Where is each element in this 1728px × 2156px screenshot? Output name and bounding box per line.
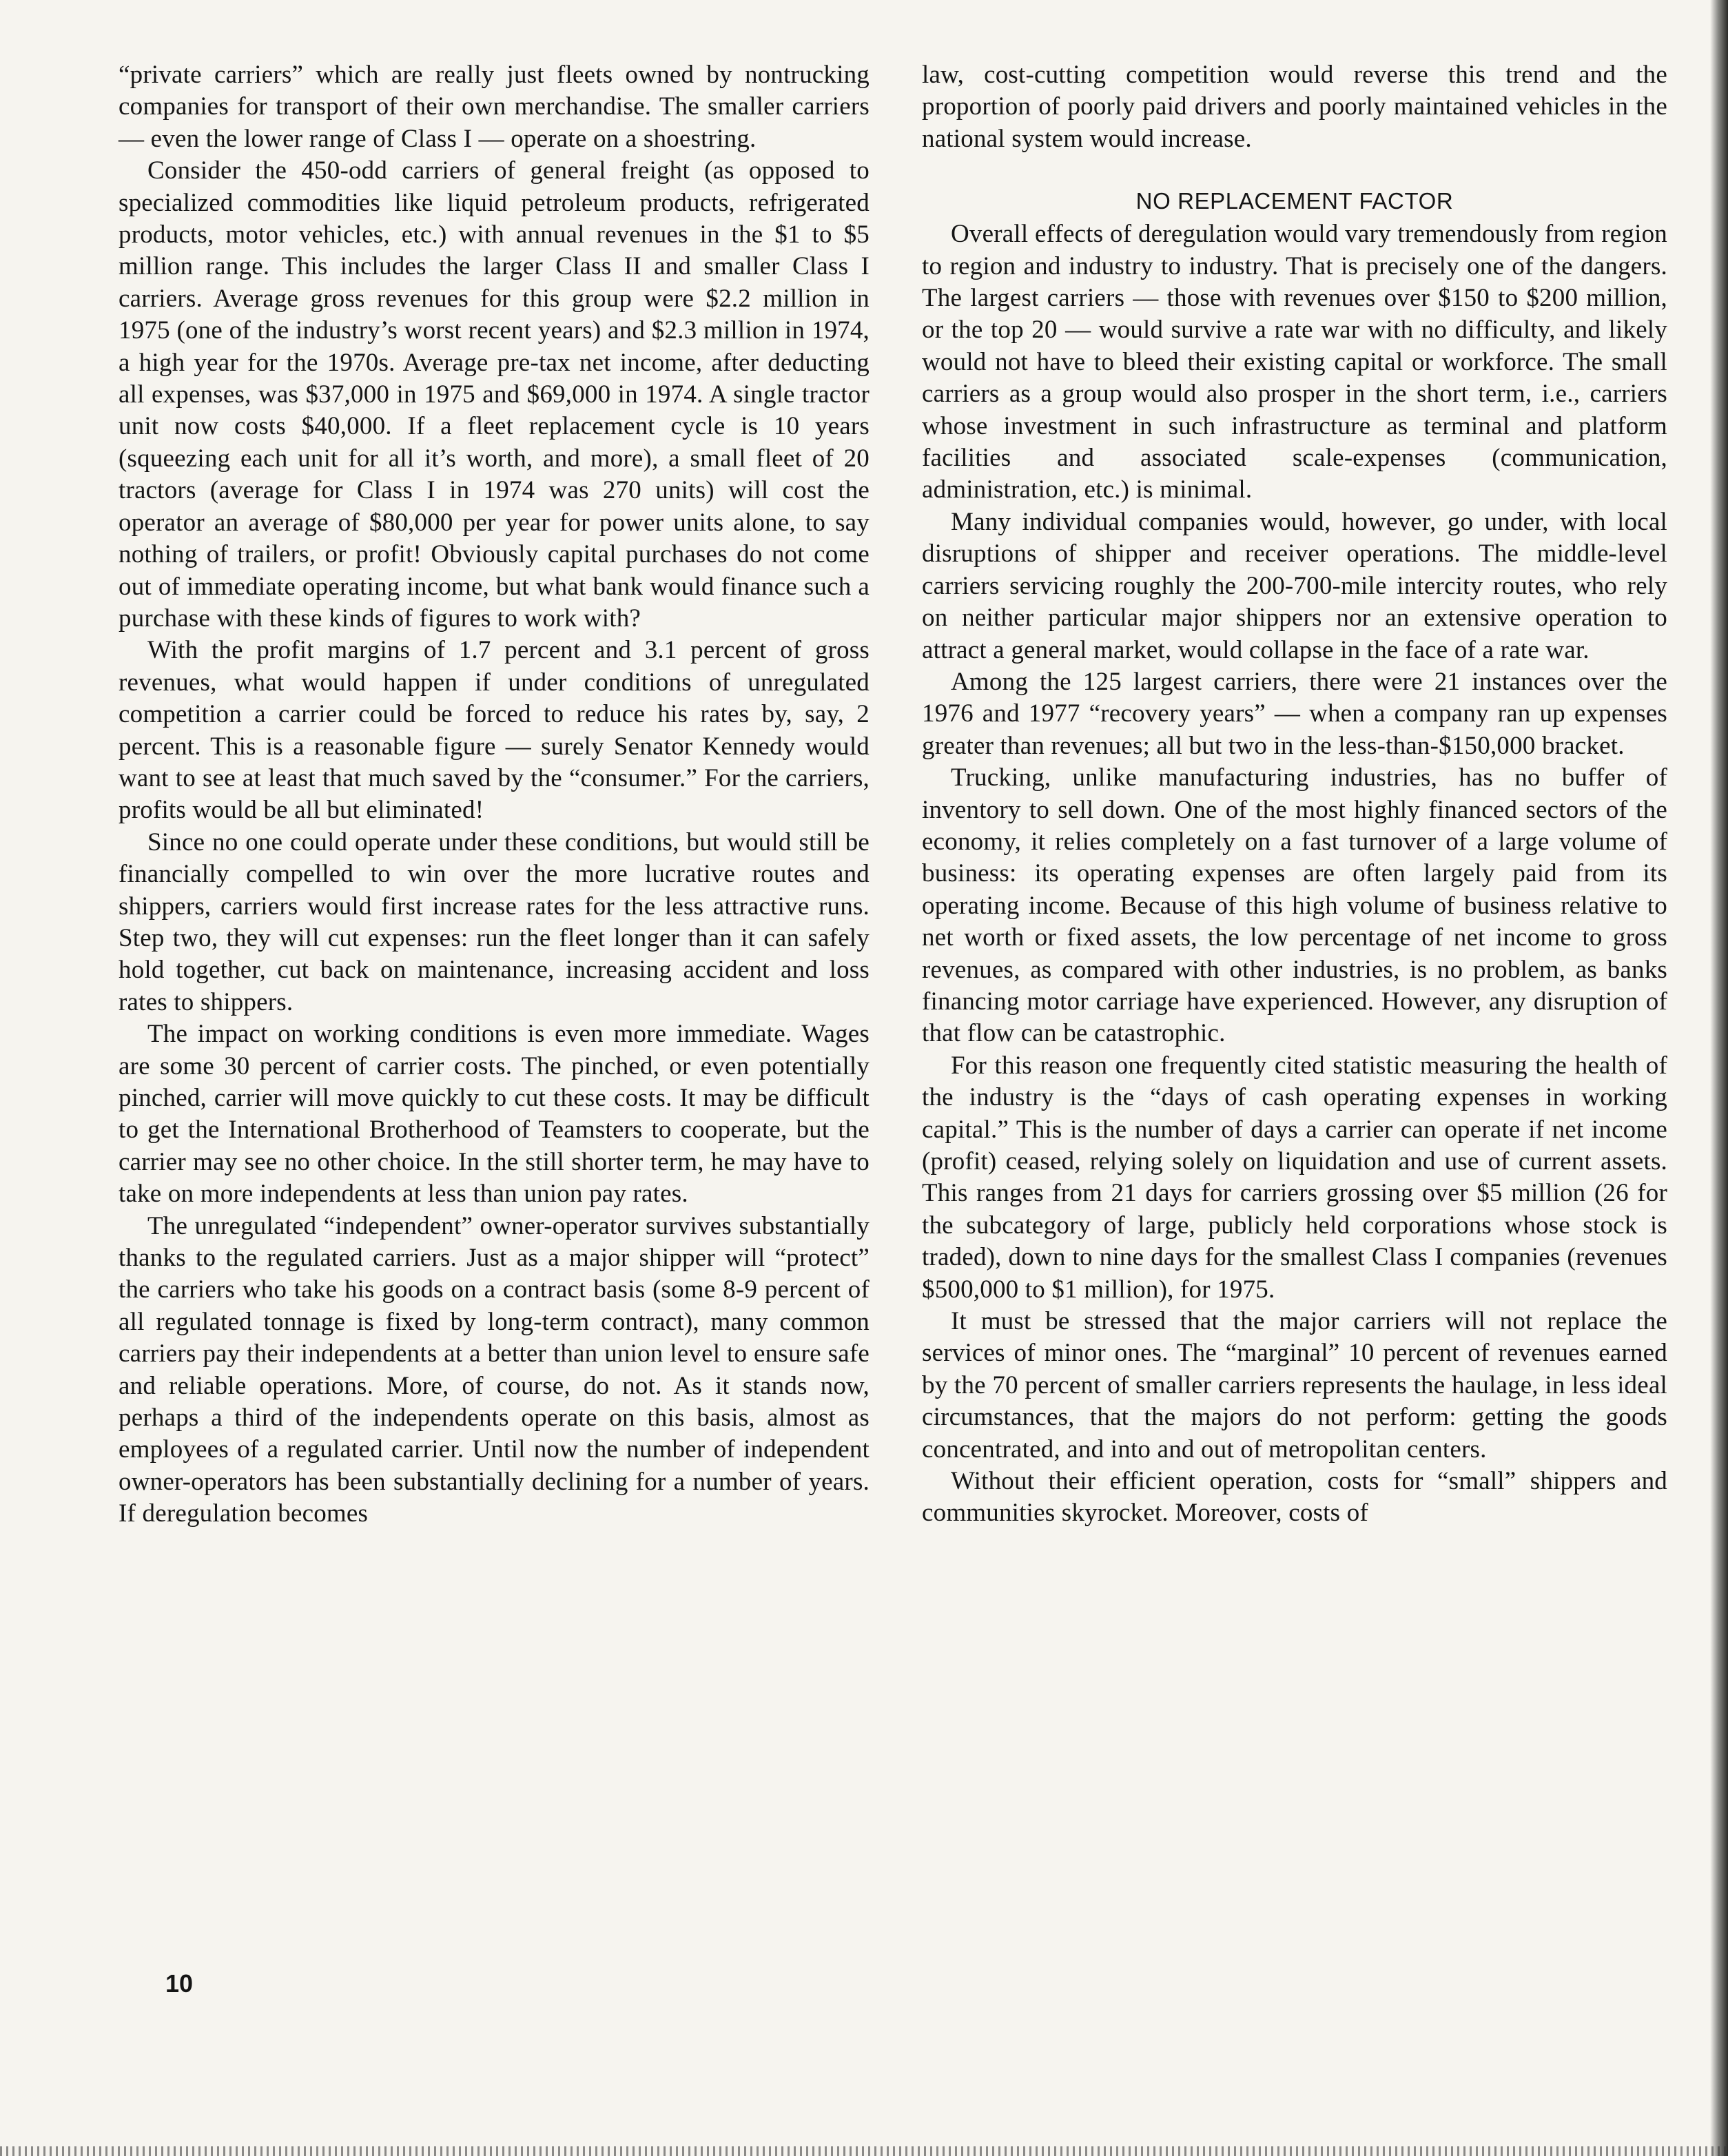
continued-paragraph: law, cost-cutting competition would reverse this trend and the proportion of poorly paid drivers and poorly maintained vehicles in the national system would increase.: [922, 61, 1667, 153]
paragraph: Trucking, unlike manufacturing industries, has no buffer of inventory to sell down. One of the most highly financed sectors of the economy, it relies completely on a fast turnover of a large volume of business: its operating expenses are often largely paid from its operating income. Because of this high volume of business relative to net worth or fixed assets, the low percentage of net income to gross revenues, as compared with other industries, is no problem, as banks financing motor carriage have experienced. However, any disruption of that flow can be catastrophic.: [922, 763, 1667, 1048]
paragraph: Among the 125 largest carriers, there were 21 instances over the 1976 and 1977 “recovery years” — when a company ran up expenses greater than revenues; all but two in the less-than-$150,000 bracket.: [922, 667, 1667, 760]
scan-edge-artifact: [0, 2146, 1728, 2156]
page-number: 10: [165, 1969, 194, 1998]
paragraph: Consider the 450-odd carriers of general freight (as opposed to specialized commodities like liquid petroleum products, refrigerated products, motor vehicles, etc.) with annual revenues in the $1 to $5 million range. This includes the larger Class II and smaller Class I carriers. Average gross revenues for this group were $2.2 million in 1975 (one of the industry’s worst recent years) and $2.3 million in 1974, a high year for the 1970s. Average pre-tax net income, after deducting all expenses, was $37,000 in 1975 and $69,000 in 1974. A single tractor unit now costs $40,000. If a fleet replacement cycle is 10 years (squeezing each unit for all it’s worth, and more), a small fleet of 20 tractors (average for Class I in 1974 was 270 units) will cost the operator an average of $80,000 per year for power units alone, to say nothing of trailers, or profit! Obviously capital purchases do not come out of immediate operating income, but what bank would finance such a purchase with these kinds of figures to work with?: [119, 156, 870, 633]
paragraph: With the profit margins of 1.7 percent and 3.1 percent of gross revenues, what would happen if under conditions of unregulated competition a carrier could be forced to reduce his rates by, say, 2 percent. This is a reasonable figure — surely Senator Kennedy would want to see at least that much saved by the “consumer.” For the carriers, profits would be all but eliminated!: [119, 636, 870, 825]
paragraph: It must be stressed that the major carriers will not replace the services of minor ones. The “marginal” 10 percent of revenues earned by the 70 percent of smaller carriers represents the haulage, in less ideal circumstances, that the majors do not perform: getting the goods concentrated, and into and out of metropolitan centers.: [922, 1307, 1667, 1464]
paragraph: The impact on working conditions is even more immediate. Wages are some 30 percent of carrier costs. The pinched, or even potentially pinched, carrier will move quickly to cut these costs. It may be difficult to get the International Brotherhood of Teamsters to cooperate, but the carrier may see no other choice. In the still shorter term, he may have to take on more independents at less than union pay rates.: [119, 1020, 870, 1209]
paragraph: Without their efficient operation, costs for “small” shippers and communities skyrocket. Moreover, costs of: [922, 1467, 1667, 1528]
paragraph: Overall effects of deregulation would vary tremendously from region to region and industry to industry. That is precisely one of the dangers. The largest carriers — those with revenues over $150 to $200 million, or the top 20 — would survive a rate war with no difficulty, and likely would not have to bleed their existing capital or workforce. The small carriers as a group would also prosper in the short term, i.e., carriers whose investment in such infrastructure as terminal and platform facilities and associated scale-expenses (communication, administration, etc.) is minimal.: [922, 220, 1667, 504]
left-column: [119, 59, 870, 1530]
paragraph: Many individual companies would, however, go under, with local disruptions of shipper and receiver operations. The middle-level carriers servicing roughly the 200-700-mile intercity routes, who rely on neither particular major shippers nor an extensive operation to attract a general market, would collapse in the face of a rate war.: [922, 507, 1667, 664]
section-heading: NO REPLACEMENT FACTOR: [1135, 188, 1454, 214]
paragraph: Since no one could operate under these conditions, but would still be financially compelled to win over the more lucrative routes and shippers, carriers would first increase rates for the less attractive runs. Step two, they will cut expenses: run the fleet longer than it can safely hold together, cut back on maintenance, increasing accident and loss rates to shippers.: [119, 828, 870, 1016]
paragraph: For this reason one frequently cited statistic measuring the health of the industry is the “days of cash operating expenses in working capital.” This is the number of days a carrier can operate if net income (profit) ceased, relying solely on liquidation and use of current assets. This ranges from 21 days for carriers grossing over $5 million (26 for the subcategory of large, publicly held corporations whose stock is traded), down to nine days for the smallest Class I companies (revenues $500,000 to $1 million), for 1975.: [922, 1051, 1667, 1304]
paragraph: The unregulated “independent” owner-operator survives substantially thanks to the regulated carriers. Just as a major shipper will “protect” the carriers who take his goods on a contract basis (some 8-9 percent of all regulated tonnage is fixed by long-term contract), many common carriers pay their independents at a better than union level to ensure safe and reliable operations. More, of course, do not. As it stands now, perhaps a third of the independents operate on this basis, almost as employees of a regulated carrier. Until now the number of independent owner-operators has been substantially declining for a number of years. If deregulation becomes: [119, 1211, 870, 1528]
paragraph: “private carriers” which are really just fleets owned by nontrucking companies for transport of their own merchandise. The smaller carriers — even the lower range of Class I — operate on a shoestring.: [119, 61, 870, 153]
binding-edge-shadow: [1710, 0, 1728, 2156]
right-column: [922, 59, 1667, 1530]
